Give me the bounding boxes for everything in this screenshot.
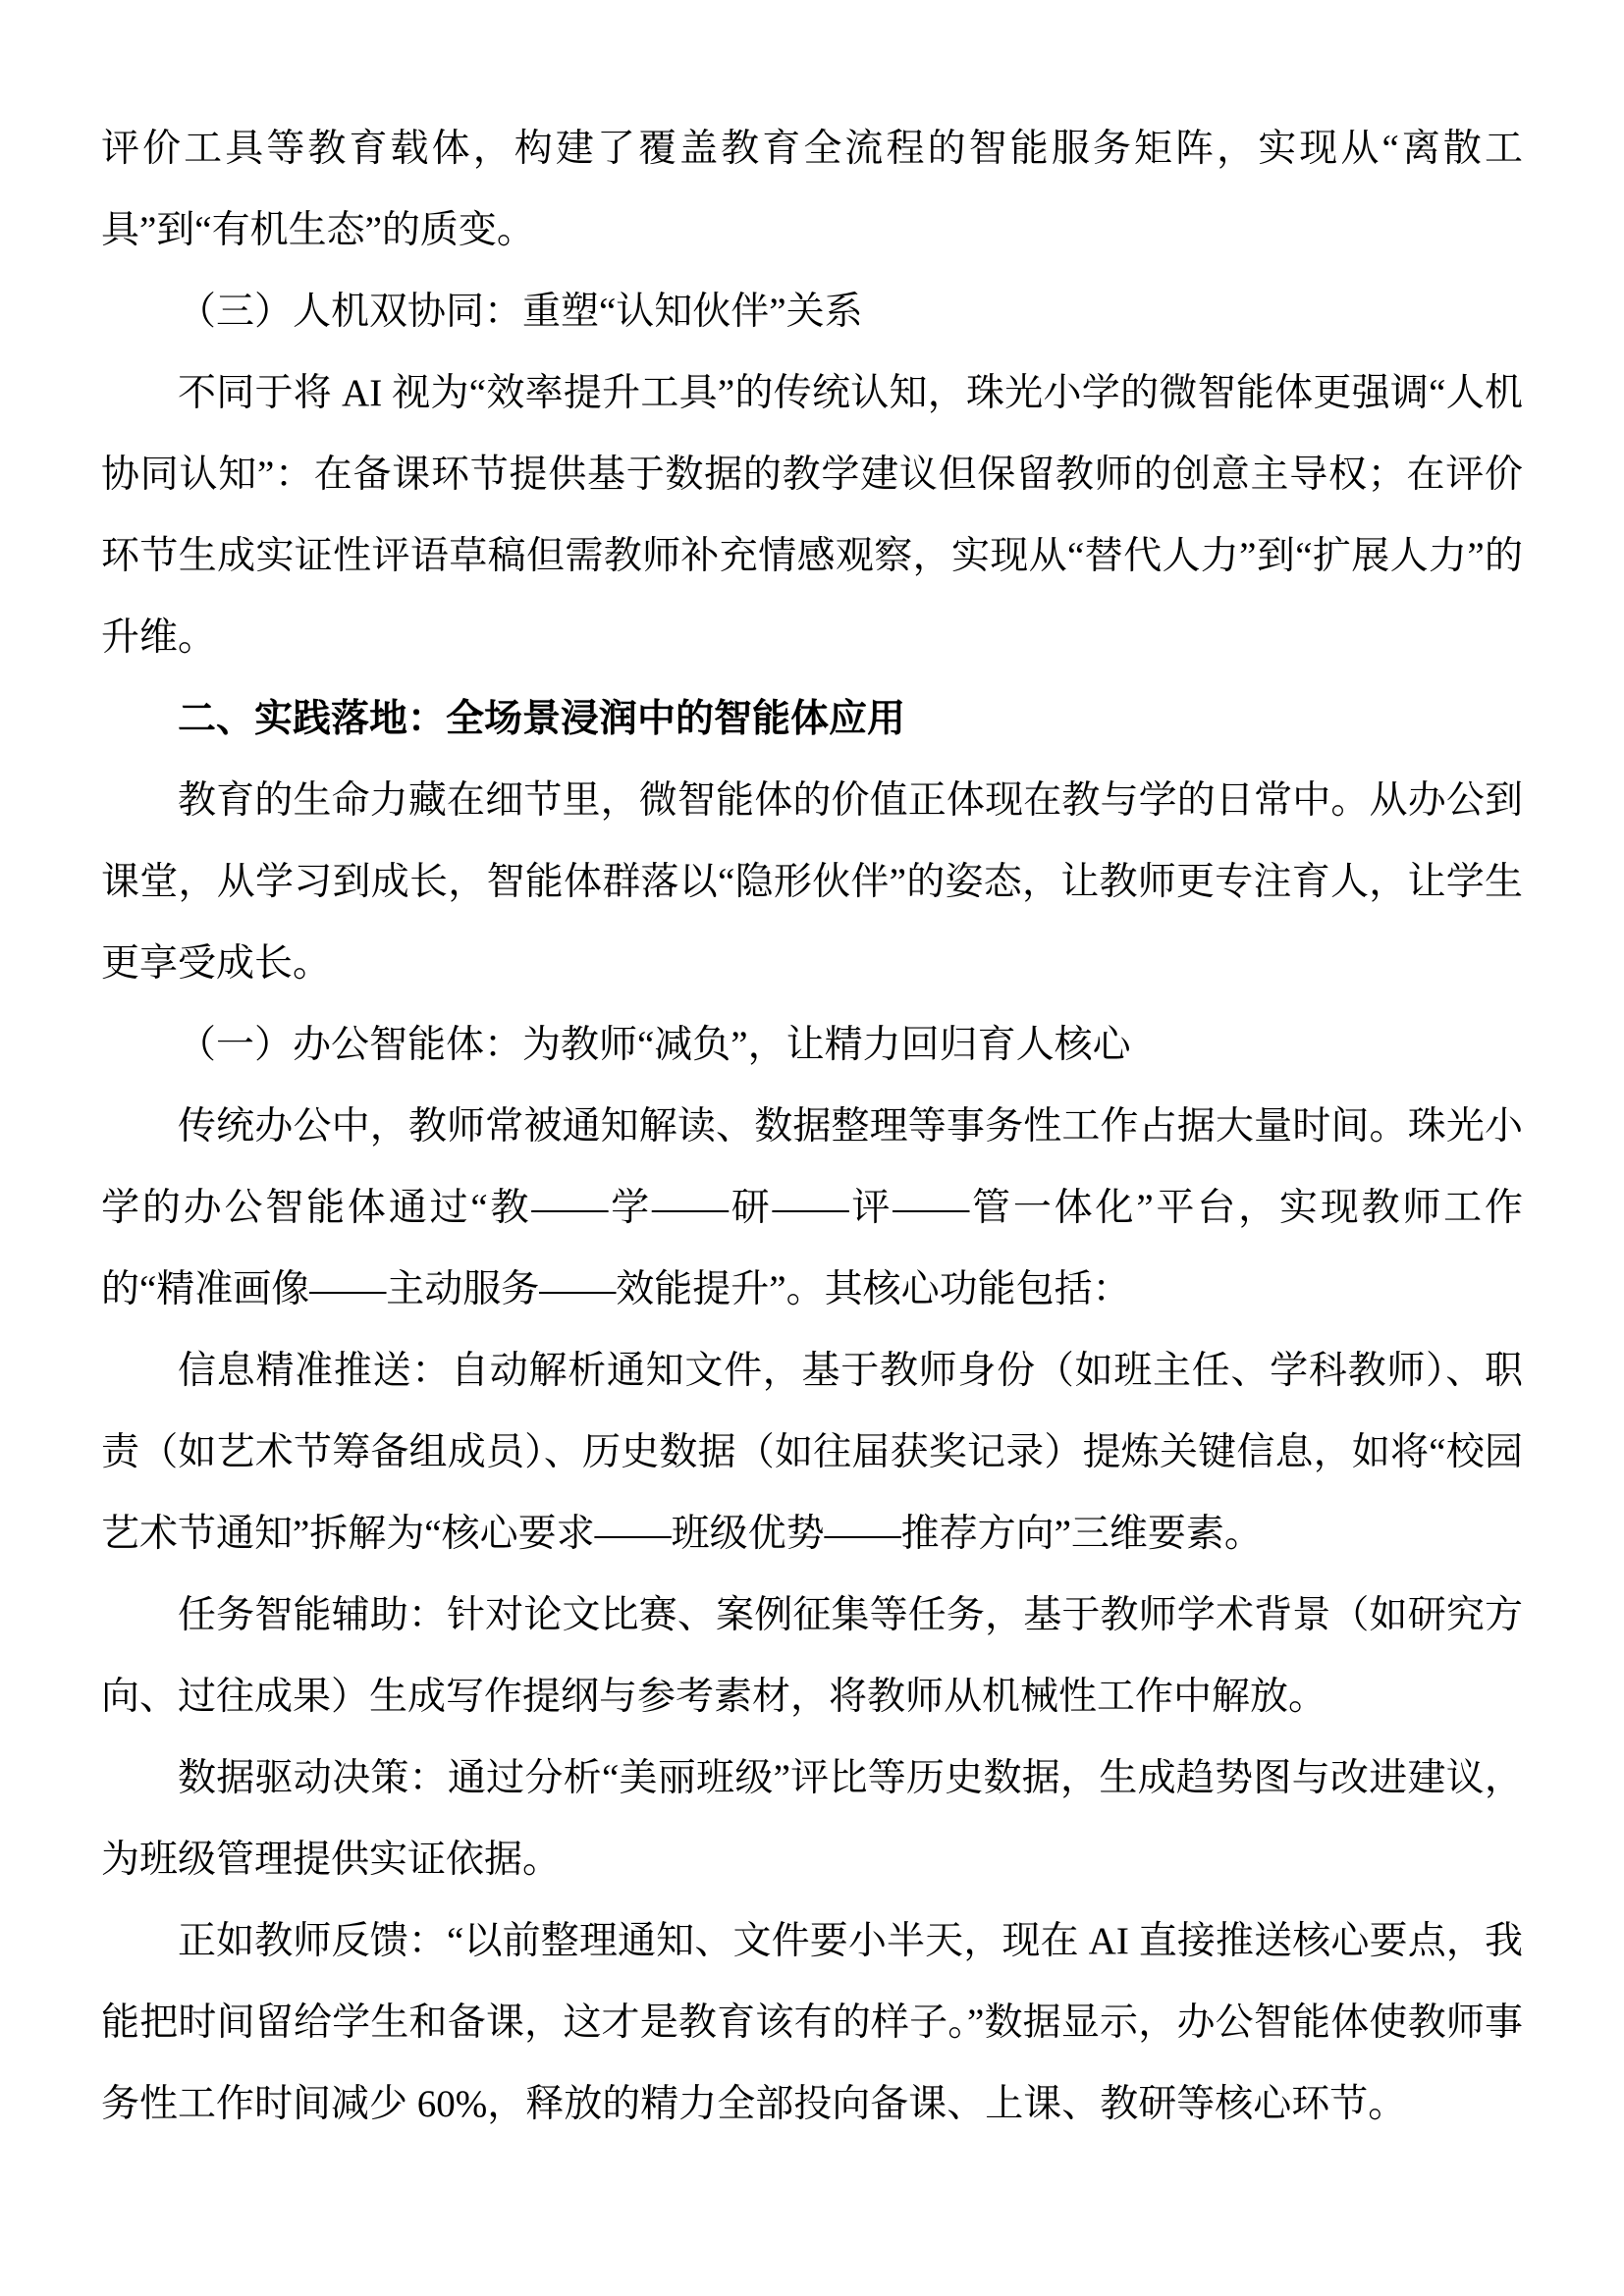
body-paragraph: 传统办公中，教师常被通知解读、数据整理等事务性工作占据大量时间。珠光小学的办公智能体通过“教——学——研——评——管一体化”平台，实现教师工作的“精准画像——主动服务——效能提升”。其核心功能包括： xyxy=(101,1105,1523,1310)
body-paragraph: 任务智能辅助：针对论文比赛、案例征集等任务，基于教师学术背景（如研究方向、过往成果）生成写作提纲与参考素材，将教师从机械性工作中解放。 xyxy=(101,1594,1523,1718)
body-paragraph: 信息精准推送：自动解析通知文件，基于教师身份（如班主任、学科教师）、职责（如艺术节筹备组成员）、历史数据（如往届获奖记录）提炼关键信息，如将“校园艺术节通知”拆解为“核心要求——班级优势——推荐方向”三维要素。 xyxy=(101,1350,1523,1555)
body-paragraph: 正如教师反馈：“以前整理通知、文件要小半天，现在 AI 直接推送核心要点，我能把时间留给学生和备课，这才是教育该有的样子。”数据显示，办公智能体使教师事务性工作时间减少 60%，释放的精力全部投向备课、上课、教研等核心环节。 xyxy=(101,1920,1523,2125)
subsection-heading-three: （三）人机双协同：重塑“认知伙伴”关系 xyxy=(178,291,863,333)
section-heading-two: 二、实践落地：全场景浸润中的智能体应用 xyxy=(178,698,906,740)
document-text-block xyxy=(101,108,1523,2145)
body-paragraph-continuation: 评价工具等教育载体，构建了覆盖教育全流程的智能服务矩阵，实现从“离散工具”到“有机生态”的质变。 xyxy=(101,128,1523,251)
body-paragraph: 不同于将 AI 视为“效率提升工具”的传统认知，珠光小学的微智能体更强调“人机协同认知”：在备课环节提供基于数据的教学建议但保留教师的创意主导权；在评价环节生成实证性评语草稿但需教师补充情感观察，实现从“替代人力”到“扩展人力”的升维。 xyxy=(101,372,1523,659)
body-paragraph: 教育的生命力藏在细节里，微智能体的价值正体现在教与学的日常中。从办公到课堂，从学习到成长，智能体群落以“隐形伙伴”的姿态，让教师更专注育人，让学生更享受成长。 xyxy=(101,779,1523,985)
subsection-heading-one: （一）办公智能体：为教师“减负”，让精力回归育人核心 xyxy=(178,1024,1131,1066)
body-paragraph: 数据驱动决策：通过分析“美丽班级”评比等历史数据，生成趋势图与改进建议，为班级管理提供实证依据。 xyxy=(101,1757,1523,1881)
